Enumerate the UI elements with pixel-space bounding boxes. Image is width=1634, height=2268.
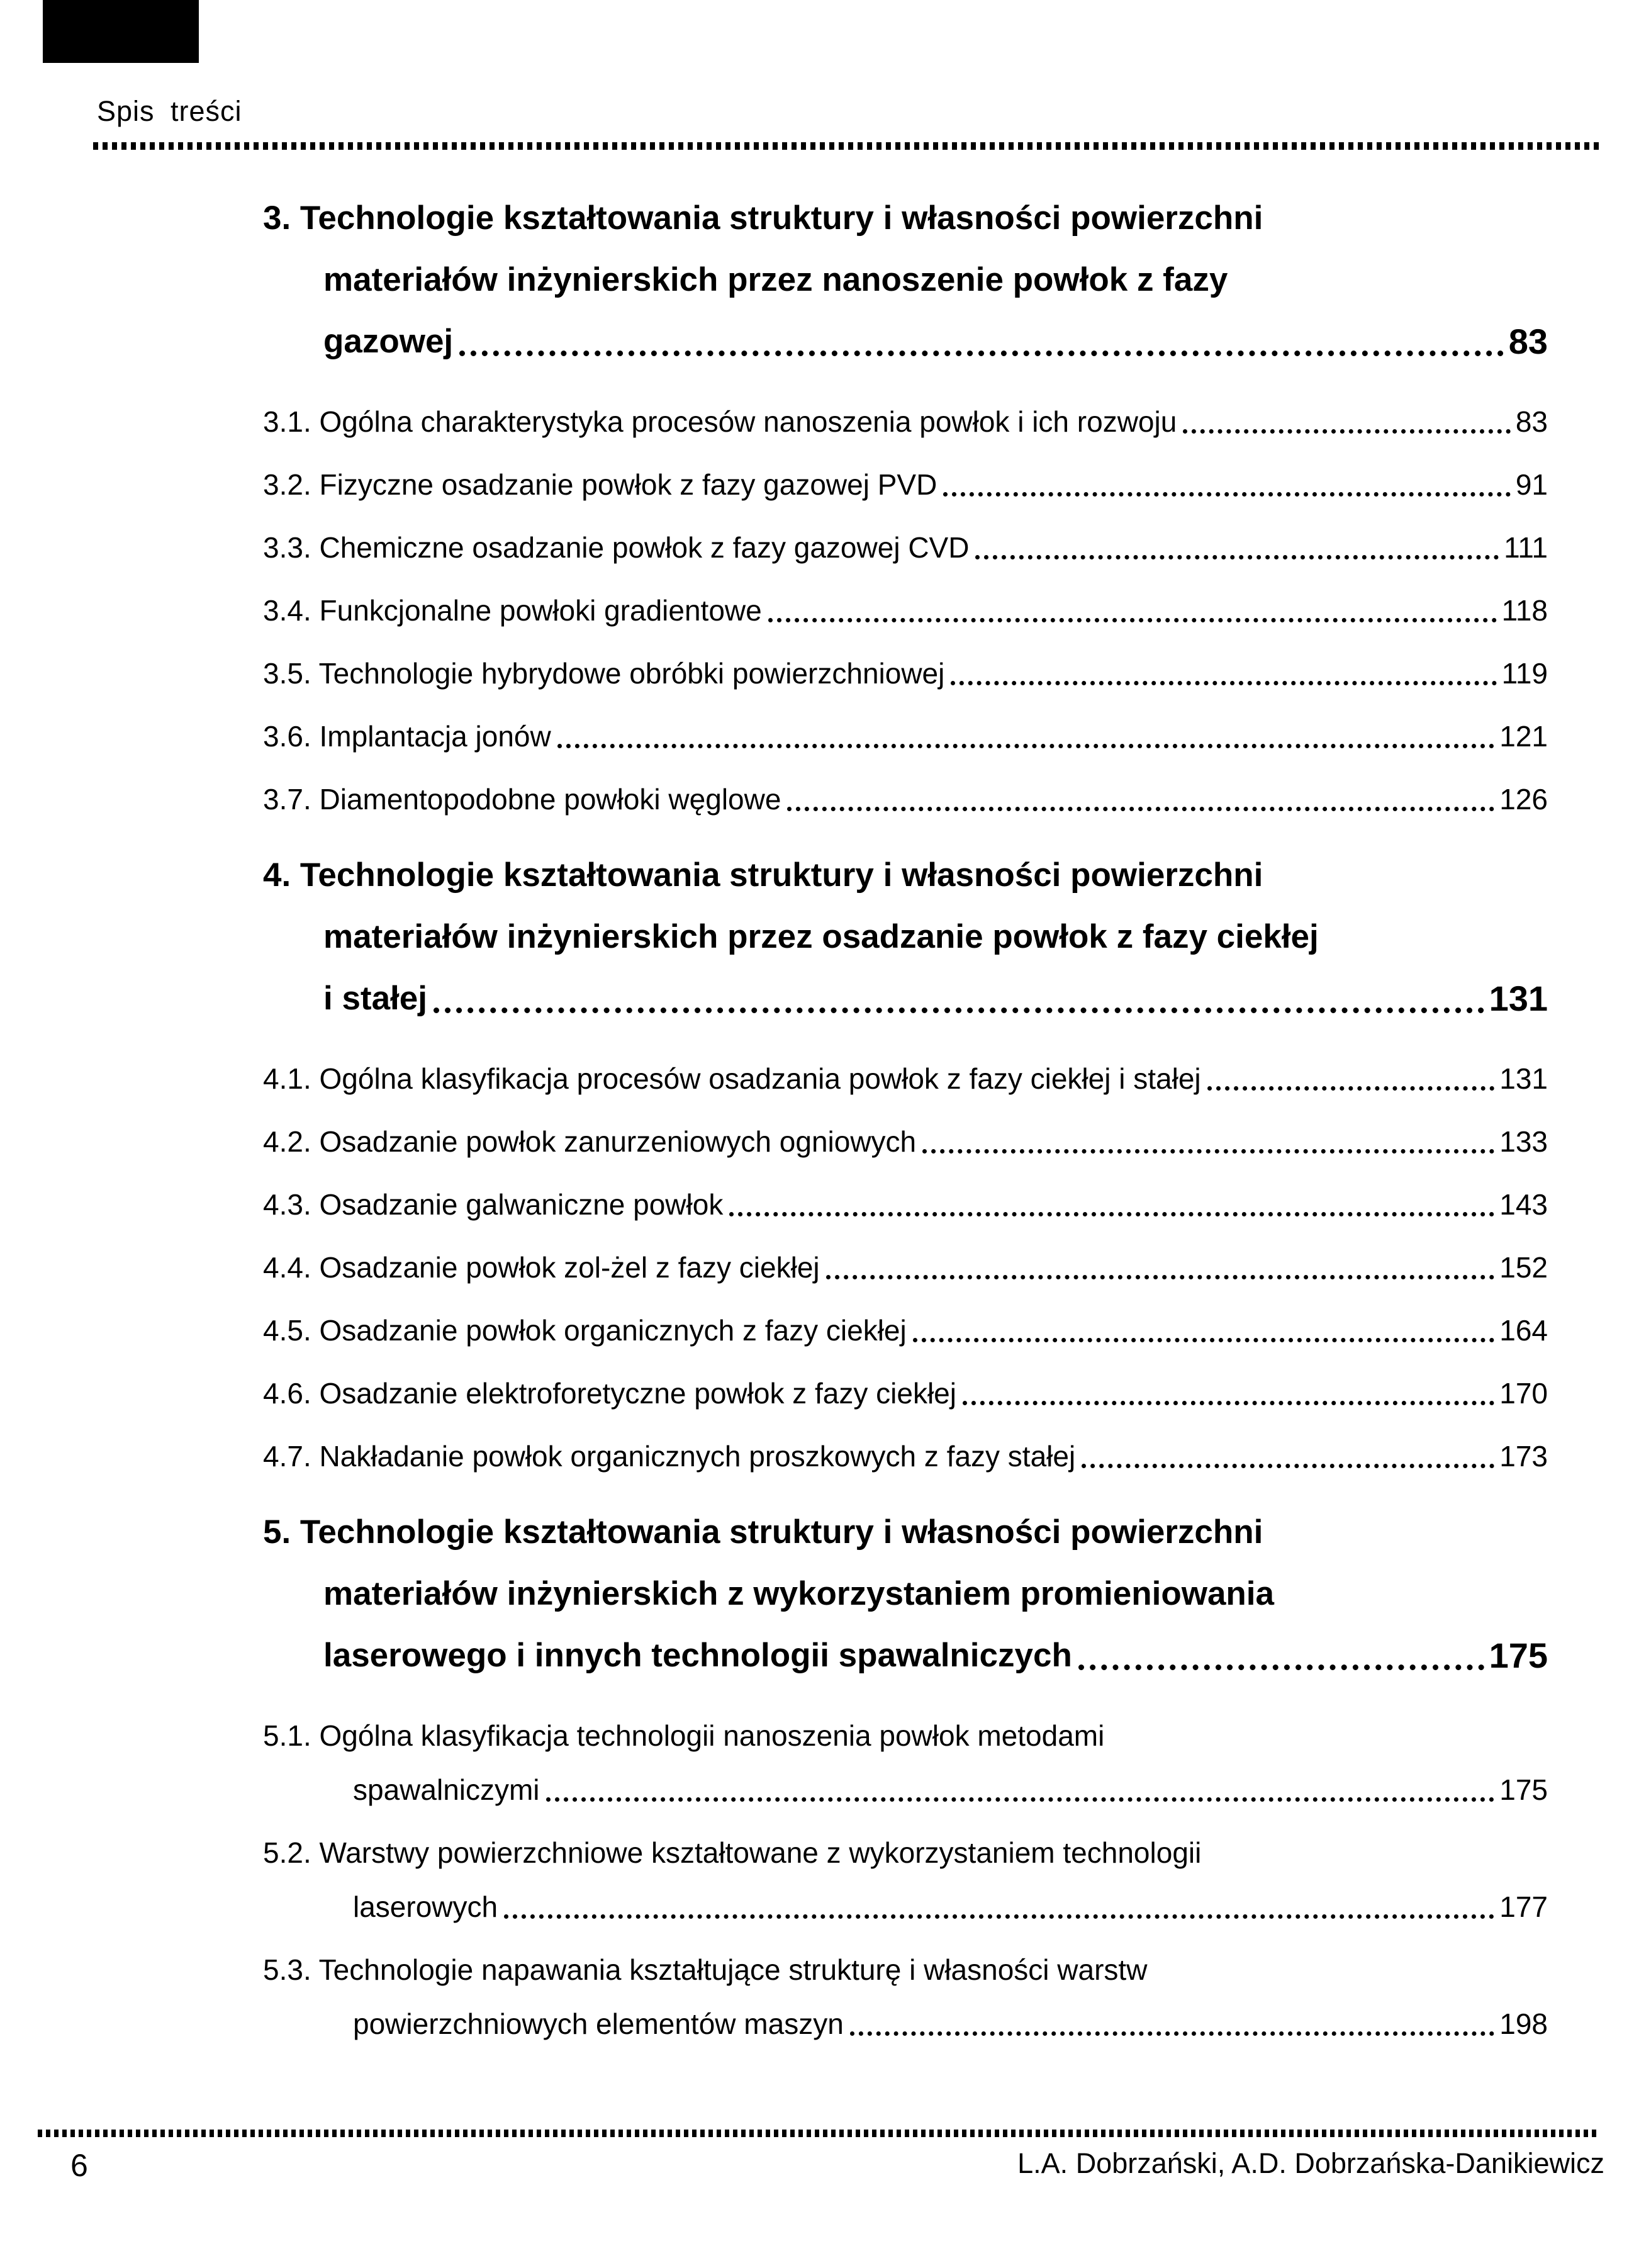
toc-entry-line: 5.3. Technologie napawania kształtujące strukturę i własności warstw: [263, 1953, 1148, 1986]
toc-page-number: 83: [1515, 405, 1548, 438]
toc-page-number: 170: [1499, 1377, 1548, 1410]
toc-entry-label: 3.1. Ogólna charakterystyka procesów nanoszenia powłok i ich rozwoju: [263, 405, 1177, 438]
toc-item-entry: [263, 719, 1548, 754]
dot-leader: [546, 1797, 1495, 1802]
dot-leader: [943, 492, 1511, 497]
toc-entry-label: powierzchniowych elementów maszyn: [353, 2007, 844, 2040]
toc-page-number: 91: [1515, 468, 1548, 501]
toc-item-entry: [263, 593, 1548, 628]
toc-entry-label: 3.6. Implantacja jonów: [263, 720, 551, 753]
toc-section-entry: [263, 845, 1548, 1030]
dot-leader: [787, 807, 1494, 811]
toc-item-entry: [263, 1835, 1548, 1924]
toc-page-number: 177: [1499, 1890, 1548, 1923]
dot-leader: [768, 618, 1497, 622]
toc-entry-last-line: [263, 1439, 1548, 1474]
toc-page-number: 111: [1504, 531, 1548, 564]
toc-page-number: 131: [1489, 979, 1548, 1018]
toc-section-entry: [263, 188, 1548, 373]
toc-entry-label: laserowych: [353, 1890, 498, 1923]
toc-entry-label: 4.6. Osadzanie elektroforetyczne powłok z fazy ciekłej: [263, 1377, 956, 1410]
dot-leader: [850, 2031, 1494, 2036]
toc-page-number: 143: [1499, 1188, 1548, 1221]
header-dotted-rule: [93, 142, 1601, 150]
toc-item-entry: [263, 467, 1548, 502]
toc-item-entry: [263, 1439, 1548, 1474]
toc-entry-label: laserowego i innych technologii spawalniczych: [323, 1637, 1072, 1674]
toc-entry-line: 5.1. Ogólna klasyfikacja technologii nanoszenia powłok metodami: [263, 1719, 1105, 1752]
toc-entry-label: 4.7. Nakładanie powłok organicznych proszkowych z fazy stałej: [263, 1440, 1076, 1473]
toc-page-number: 118: [1501, 594, 1548, 627]
toc-item-entry: [263, 1313, 1548, 1348]
toc-entry-last-line: [263, 782, 1548, 817]
toc-entry-line: materiałów inżynierskich przez osadzanie powłok z fazy ciekłej: [323, 918, 1319, 955]
toc-entry-label: 4.1. Ogólna klasyfikacja procesów osadzania powłok z fazy ciekłej i stałej: [263, 1062, 1201, 1095]
toc-entry-label: i stałej: [323, 980, 427, 1017]
toc-item-entry: [263, 404, 1548, 439]
toc-page-number: 83: [1508, 322, 1548, 361]
dot-leader: [826, 1275, 1495, 1279]
toc-entry-last-line: [263, 1625, 1548, 1687]
dot-leader: [951, 681, 1496, 685]
dot-leader: [1078, 1665, 1484, 1670]
dot-leader: [504, 1914, 1494, 1919]
toc-item-entry: [263, 1061, 1548, 1096]
page-title: Spis treści: [97, 95, 242, 127]
toc-page-number: 119: [1501, 657, 1548, 690]
dot-leader: [913, 1338, 1495, 1342]
toc-entry-last-line: [263, 311, 1548, 373]
toc-entry-label: 4.2. Osadzanie powłok zanurzeniowych ogniowych: [263, 1125, 917, 1158]
toc-page-number: 175: [1489, 1636, 1548, 1675]
toc-entry-line: materiałów inżynierskich z wykorzystaniem promieniowania: [323, 1575, 1274, 1612]
toc-entry-label: 4.5. Osadzanie powłok organicznych z fazy ciekłej: [263, 1314, 907, 1347]
dot-leader: [963, 1401, 1494, 1405]
toc-entry-line: 5.2. Warstwy powierzchniowe kształtowane z wykorzystaniem technologii: [263, 1836, 1202, 1869]
toc-entry-line: 4. Technologie kształtowania struktury i własności powierzchni: [263, 856, 1263, 894]
toc-entry-last-line: [263, 467, 1548, 502]
dot-leader: [1207, 1086, 1495, 1091]
toc-entry-label: 4.4. Osadzanie powłok zol-żel z fazy ciekłej: [263, 1251, 820, 1284]
toc-page-number: 133: [1499, 1125, 1548, 1158]
dot-leader: [557, 744, 1495, 748]
toc-entry-label: 3.5. Technologie hybrydowe obróbki powierzchniowej: [263, 657, 945, 690]
toc-item-entry: [263, 1187, 1548, 1222]
dot-leader: [729, 1212, 1494, 1216]
footer-authors: L.A. Dobrzański, A.D. Dobrzańska-Danikiewicz: [1017, 2147, 1604, 2179]
toc-page-number: 131: [1499, 1062, 1548, 1095]
toc-page-number: 121: [1499, 720, 1548, 753]
toc-item-entry: [263, 1376, 1548, 1411]
toc-entry-last-line: [263, 968, 1548, 1030]
toc-entry-last-line: [263, 593, 1548, 628]
toc-page-number: 164: [1499, 1314, 1548, 1347]
toc-entry-line: materiałów inżynierskich przez nanoszenie powłok z fazy: [323, 261, 1228, 298]
dot-leader: [1082, 1464, 1494, 1468]
toc-entry-label: gazowej: [323, 323, 454, 360]
dot-leader: [922, 1149, 1494, 1154]
toc-page-number: 152: [1499, 1251, 1548, 1284]
toc-page-number: 126: [1499, 783, 1548, 816]
toc-entry-last-line: [263, 1124, 1548, 1159]
toc-item-entry: [263, 1250, 1548, 1285]
toc-entry-last-line: [263, 2006, 1548, 2041]
dot-leader: [434, 1008, 1484, 1013]
toc-entry-last-line: [263, 1061, 1548, 1096]
toc-entry-last-line: [263, 404, 1548, 439]
dot-leader: [1183, 429, 1511, 434]
footer-dotted-rule: [38, 2130, 1598, 2137]
toc-item-entry: [263, 530, 1548, 565]
toc-entry-label: 3.4. Funkcjonalne powłoki gradientowe: [263, 594, 762, 627]
running-head: [97, 94, 242, 128]
toc-page-number: 175: [1499, 1773, 1548, 1806]
toc-entry-label: 3.3. Chemiczne osadzanie powłok z fazy gazowej CVD: [263, 531, 970, 564]
toc-entry-label: spawalniczymi: [353, 1773, 540, 1806]
toc-section-entry: [263, 1502, 1548, 1687]
toc-entry-last-line: [263, 1313, 1548, 1348]
toc-entry-line: 5. Technologie kształtowania struktury i własności powierzchni: [263, 1513, 1263, 1551]
toc-item-entry: [263, 1718, 1548, 1807]
toc-entry-label: 3.2. Fizyczne osadzanie powłok z fazy gazowej PVD: [263, 468, 937, 501]
toc-entry-last-line: [263, 1889, 1548, 1924]
toc-page-number: 198: [1499, 2007, 1548, 2040]
footer: [70, 2147, 1604, 2184]
dot-leader: [975, 555, 1499, 559]
toc-entry-last-line: [263, 1772, 1548, 1807]
toc-page-number: 173: [1499, 1440, 1548, 1473]
toc-entry-label: 4.3. Osadzanie galwaniczne powłok: [263, 1188, 724, 1221]
toc-entry-last-line: [263, 719, 1548, 754]
toc-entry-last-line: [263, 656, 1548, 691]
toc-item-entry: [263, 1952, 1548, 2041]
dot-leader: [459, 351, 1504, 356]
scan-artifact: [43, 0, 199, 63]
toc-entry-last-line: [263, 1376, 1548, 1411]
footer-page-number: 6: [70, 2148, 88, 2183]
toc-item-entry: [263, 782, 1548, 817]
toc-item-entry: [263, 656, 1548, 691]
table-of-contents: [263, 167, 1548, 2069]
toc-entry-last-line: [263, 530, 1548, 565]
toc-item-entry: [263, 1124, 1548, 1159]
toc-entry-label: 3.7. Diamentopodobne powłoki węglowe: [263, 783, 781, 816]
toc-entry-last-line: [263, 1250, 1548, 1285]
toc-entry-last-line: [263, 1187, 1548, 1222]
toc-entry-line: 3. Technologie kształtowania struktury i własności powierzchni: [263, 199, 1263, 237]
